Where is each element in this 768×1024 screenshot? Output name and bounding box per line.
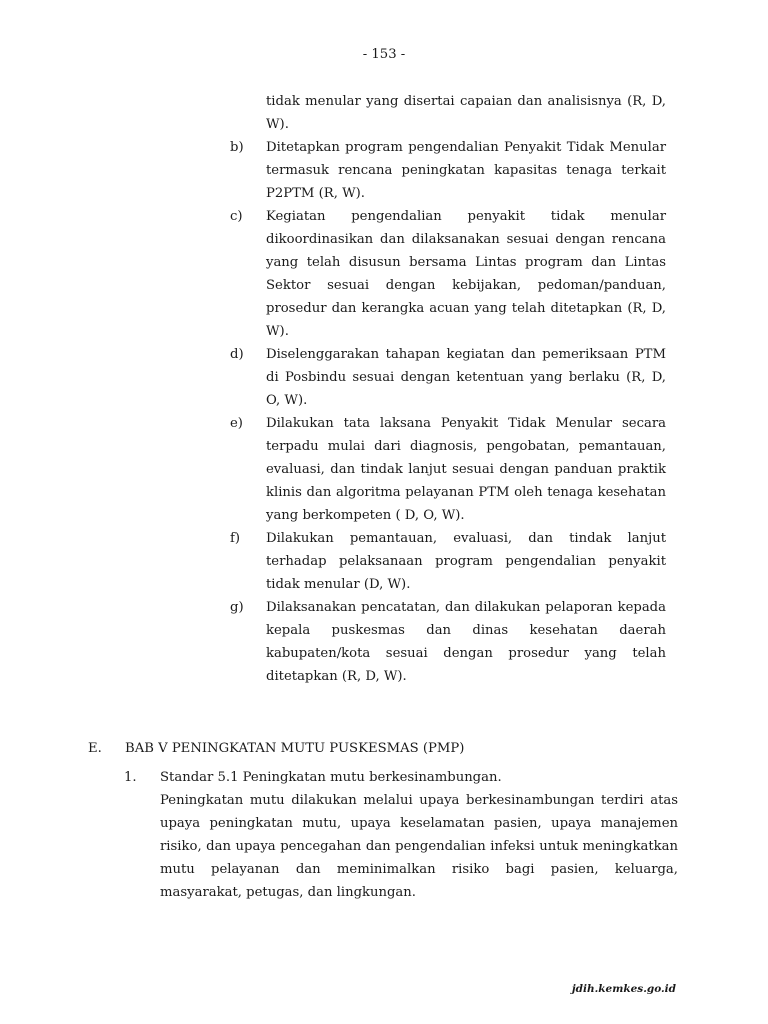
list-marker: f) [230,531,241,546]
list-item-text: Dilakukan pemantauan, evaluasi, dan tindak lanjut terhadap pelaksanaan program pengendalian penyakit tidak menular (D, W). [266,531,666,592]
list-item [230,90,666,136]
subsection-body: Peningkatan mutu dilakukan melalui upaya berkesinambungan terdiri atas upaya peningkatan mutu, upaya keselamatan pasien, upaya manajemen risiko, dan upaya pencegahan dan pengendalian infeksi untuk meningkatkan mutu pelayanan dan meminimalkan risiko bagi pasien, keluarga, masyarakat, petugas, dan lingkungan. [160,793,678,900]
list-item [230,596,666,688]
list-item-text: Diselenggarakan tahapan kegiatan dan pemeriksaan PTM di Posbindu sesuai dengan ketentuan yang berlaku (R, D, O, W). [266,347,666,408]
list-item [230,527,666,596]
subsection-title: Standar 5.1 Peningkatan mutu berkesinambungan. [160,770,502,785]
section-e [88,737,678,760]
section-heading [88,737,678,760]
list-item [230,412,666,527]
list-marker: d) [230,347,244,362]
criteria-list [230,90,666,688]
subsection-1 [124,766,678,904]
list-item-text: tidak menular yang disertai capaian dan analisisnya (R, D, W). [266,94,666,132]
page-number: - 153 - [362,47,406,62]
footer-source: jdih.kemkes.go.id [571,983,676,995]
section-title: BAB V PENINGKATAN MUTU PUSKESMAS (PMP) [125,741,465,756]
list-marker: c) [230,209,243,224]
list-item [230,343,666,412]
list-item-text: Ditetapkan program pengendalian Penyakit Tidak Menular termasuk rencana peningkatan kapasitas tenaga terkait P2PTM (R, W). [266,140,666,201]
list-marker: b) [230,140,244,155]
subsection-heading [124,766,678,789]
list-marker: e) [230,416,243,431]
list-item [230,136,666,205]
list-marker: g) [230,600,244,615]
section-marker: E. [88,741,102,756]
list-item [230,205,666,343]
list-item-text: Dilakukan tata laksana Penyakit Tidak Menular secara terpadu mulai dari diagnosis, pengobatan, pemantauan, evaluasi, dan tindak lanjut sesuai dengan panduan praktik klinis dan algoritma pelayanan PTM oleh tenaga kesehatan yang berkompeten ( D, O, W). [266,416,666,523]
list-item-text: Dilaksanakan pencatatan, dan dilakukan pelaporan kepada kepala puskesmas dan dinas kesehatan daerah kabupaten/kota sesuai dengan prosedur yang telah ditetapkan (R, D, W). [266,600,666,684]
list-item-text: Kegiatan pengendalian penyakit tidak menular dikoordinasikan dan dilaksanakan sesuai dengan rencana yang telah disusun bersama Lintas program dan Lintas Sektor sesuai dengan kebijakan, pedoman/panduan, prosedur dan kerangka acuan yang telah ditetapkan (R, D, W). [266,209,666,339]
subsection-marker: 1. [124,770,137,785]
